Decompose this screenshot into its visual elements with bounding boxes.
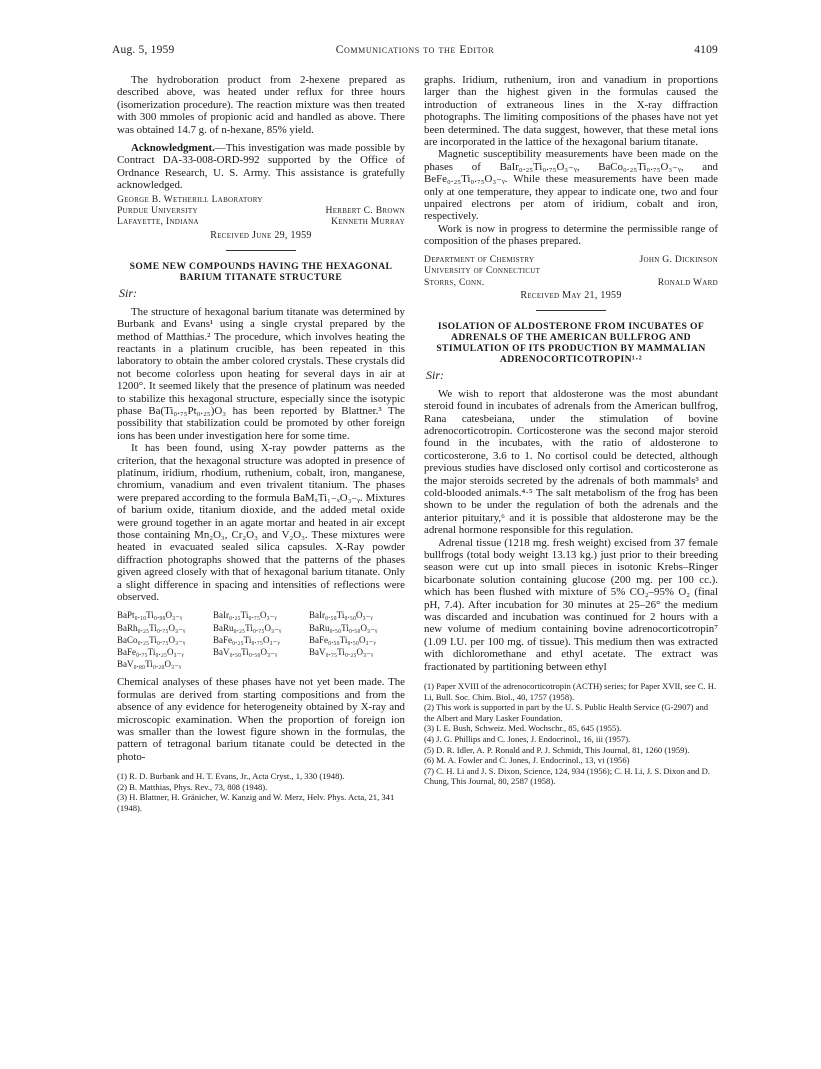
- body-paragraph: graphs. Iridium, ruthenium, iron and vanadium in proportions larger than the highest given in the formulas caused the introduction of extraneous lines in the X-ray diffraction photographs. The limiting compositions of the phases have not yet been determined. The data suggest, however, that these metal ions are incorporated in the lattice of the hexagonal barium titanate.: [424, 74, 718, 149]
- header-page-number: 4109: [694, 44, 718, 56]
- footnote-spacer: [424, 673, 718, 681]
- body-paragraph: Work is now in progress to determine the permissible range of composition of the phases prepared.: [424, 222, 718, 248]
- hexene-paragraph: The hydroboration product from 2-hexene prepared as described above, was heated under reflux for three hours (isomerization procedure). The reaction mixture was then treated with 300 mmoles of propionic acid and handled as above. There was obtained 14.7 g. of n-hexane, 85% yield.: [117, 74, 405, 136]
- formula-table: [117, 609, 405, 670]
- footnote-spacer: [117, 763, 405, 771]
- body-paragraph: We wish to report that aldosterone was the most abundant steroid found in incubates of adrenals from the American bullfrog, Rana catesbeiana, under the stimulation of bovine adrenocorticotropin. Corticosterone was the second major steroid found in the incubates, with the ratio of aldosterone to corticosterone, 3.6 to 1. No cortisol could be detected, although previous studies have disclosed only cortisol and corticosterone as the major steroids secreted by the adrenals of both mammals³ and cold-blooded animals.⁴·⁵ The salt metabolism of the frog has been shown to be under the regulation of both the adrenals and the anterior pituitary,⁶ and it is possible that aldosterone may be the adrenal hormone responsible for this regulation.: [424, 387, 718, 537]
- article-title: SOME NEW COMPOUNDS HAVING THE HEXAGONAL BARIUM TITANATE STRUCTURE: [129, 261, 393, 284]
- left-column: [117, 74, 405, 814]
- body-paragraph: Chemical analyses of these phases have not yet been made. The formulas are derived from starting compositions and from the absence of any evidence for heterogeneity obtained by X-ray and microscopic examination. When the proportion of foreign ion was smaller than the lowest figure shown in the formulas, the pattern of tetragonal barium titanate could be detected in the photo-: [117, 676, 405, 763]
- formula: BaIr₀.₂₅Ti₀.₇₅O₃₋ᵧ: [213, 610, 277, 621]
- footnote: (1) R. D. Burbank and H. T. Evans, Jr., Acta Cryst., 1, 330 (1948).: [117, 771, 345, 782]
- affiliation-row: [117, 205, 405, 216]
- formula: BaV₀.₈₀Ti₀.₂₀O₃₋ᵧ: [117, 659, 182, 670]
- article-title: ISOLATION OF ALDOSTERONE FROM INCUBATES OF ADRENALS OF THE AMERICAN BULLFROG AND STIMULATION OF ITS PRODUCTION BY MAMMALIAN ADRENOCORTICOTROPIN¹·²: [436, 321, 706, 366]
- section-divider: [536, 310, 606, 311]
- formula: BaRu₀.₅₀Ti₀.₅₀O₃₋ᵧ: [309, 622, 378, 633]
- footnotes: [424, 681, 718, 787]
- formula: BaV₀.₇₅Ti₀.₂₅O₃₋ᵧ: [309, 647, 374, 658]
- formula: [213, 658, 309, 670]
- footnote: (6) M. A. Fowler and C. Jones, J. Endocrinol., 13, vi (1956): [424, 755, 630, 766]
- formula: BaIr₀.₅₀Ti₀.₅₀O₃₋ᵧ: [309, 610, 373, 621]
- received-date: Received May 21, 1959: [520, 289, 622, 301]
- section-divider: [226, 250, 296, 251]
- affiliation-row: [424, 277, 718, 288]
- affiliation-row: [424, 254, 718, 265]
- affiliation-department: Department of Chemistry: [424, 253, 535, 265]
- formula: BaRu₀.₂₅Ti₀.₇₅O₃₋ᵧ: [213, 622, 282, 633]
- affiliation-block: [117, 194, 405, 228]
- footnote: (4) J. G. Phillips and C. Jones, J. Endocrinol., 16, iii (1957).: [424, 734, 631, 745]
- formula: BaFe₀.₅₀Ti₀.₅₀O₃₋ᵧ: [309, 634, 376, 645]
- author-dickinson: John G. Dickinson: [639, 253, 718, 265]
- salutation: Sir:: [119, 286, 137, 301]
- acknowledgment-label: Acknowledgment.: [131, 142, 215, 155]
- header-date: Aug. 5, 1959: [112, 44, 175, 56]
- header-journal: Communications to the Editor: [335, 44, 495, 56]
- body-paragraph: Magnetic susceptibility measurements have been made on the phases of BaIr₀.₂₅Ti₀.₇₅O₃₋ᵧ, BaCo₀.₂₅Ti₀.₇₅O₃₋ᵧ, and BeFe₀.₂₅Ti₀.₇₅O₃₋ᵧ. While these measurements have been made only at one temperature, they appear to indicate one, two and four unpaired electrons per atom of iridium, cobalt and iron, respectively.: [424, 148, 718, 223]
- formula: BaFe₀.₇₅Ti₀.₂₅O₃₋ᵧ: [117, 647, 184, 658]
- affiliation-lab: George B. Wetherill Laboratory: [117, 193, 263, 205]
- footnote: (2) This work is supported in part by the U. S. Public Health Service (G-2907) and the Albert and Mary Lasker Foundation.: [424, 702, 709, 723]
- body-paragraph: Adrenal tissue (1218 mg. fresh weight) excised from 37 female bullfrogs (total body weight 13.13 kg.) just prior to their breeding season were cut up into small pieces in isotonic Krebs–Ringer bicarbonate solution containing glucose (200 mg. per 100 cc.). which has been flushed with mixture of 5% CO₂–95% O₂ (final pH, 7.4). After incubation for 30 minutes at 25–26° the medium was discarded and incubation was continued for 2 hours with a new volume of medium containing bovine adrenocorticotropin⁷ (1.09 I.U. per 100 mg. of tissue). This medium then was extracted with dichloromethane and ethyl acetate. The extract was fractionated by partitioning between ethyl: [424, 536, 718, 673]
- affiliation-city: Lafayette, Indiana: [117, 216, 199, 228]
- formula: BaFe₀.₂₅Ti₀.₇₅O₃₋ᵧ: [213, 634, 280, 645]
- formula-row: [117, 622, 405, 634]
- formula: BaRh₀.₂₅Ti₀.₇₅O₃₋ᵧ: [117, 622, 186, 633]
- formula: BaPt₀.₁₀Ti₀.₉₀O₃₋ᵧ: [117, 610, 183, 621]
- footnote: (7) C. H. Li and J. S. Dixon, Science, 124, 934 (1956); C. H. Li, J. S. Dixon and D. Chung, This Journal, 80, 2587 (1958).: [424, 765, 710, 787]
- acknowledgment-text: —This investigation was made possible by Contract DA-33-008-ORD-992 supported by the Office of Ordnance Research, U. S. Army. This assistance is gratefully acknowledged.: [117, 142, 405, 192]
- formula-row: [117, 634, 405, 646]
- formula-row: [117, 646, 405, 658]
- author-brown: Herbert C. Brown: [325, 205, 405, 217]
- received-date: Received June 29, 1959: [210, 229, 312, 241]
- right-column: [424, 74, 718, 787]
- body-paragraph: It has been found, using X-ray powder patterns as the criterion, that the hexagonal structure was adopted in presence of platinum, iridium, rhodium, ruthenium, cobalt, iron, manganese, chromium, vanadium and even trivalent titanium. The phases were prepared according to the formula BaMₓTi₁₋ₓO₃₋ᵧ. Mixtures of barium oxide, titanium dioxide, and the added metal oxide were ground together in an agate mortar and heated in air except those containing Mn₂O₃, Cr₂O₃ and V₂O₃. These mixtures were heated in evacuated sealed silica capsules. X-Ray powder diffraction photographs showed that the patterns of the phases given agreed closely with that of hexagonal barium titanate. Only a slight difference in spacing and intensities of reflections were observed.: [117, 442, 405, 604]
- affiliation-university: University of Connecticut: [424, 265, 541, 277]
- formula: BaCo₀.₂₅Ti₀.₇₅O₃₋ᵧ: [117, 634, 186, 645]
- salutation: Sir:: [426, 368, 444, 383]
- formula: [309, 658, 405, 670]
- footnote: (3) H. Blattner, H. Gränicher, W. Kanzig and W. Merz, Helv. Phys. Acta, 21, 341 (1948).: [117, 792, 395, 814]
- running-header: [112, 44, 718, 58]
- affiliation-university: Purdue University: [117, 205, 198, 217]
- footnote: (3) I. E. Bush, Schweiz. Med. Wochschr., 85, 645 (1955).: [424, 723, 622, 734]
- footnote: (2) B. Matthias, Phys. Rev., 73, 808 (1948).: [117, 781, 268, 792]
- formula-row: [117, 609, 405, 621]
- affiliation-row: [117, 216, 405, 227]
- author-ward: Ronald Ward: [657, 276, 718, 288]
- footnote: (1) Paper XVIII of the adrenocorticotropin (ACTH) series; for Paper XVII, see C. H. Li, Bull. Soc. Chim. Biol., 40, 1757 (1958).: [424, 681, 717, 702]
- acknowledgment-paragraph: [117, 142, 405, 192]
- formula: BaV₀.₅₀Ti₀.₅₀O₃₋ᵧ: [213, 647, 278, 658]
- author-murray: Kenneth Murray: [331, 216, 405, 228]
- formula-row: [117, 658, 405, 670]
- affiliation-block: [424, 254, 718, 288]
- footnotes: [117, 771, 405, 813]
- body-paragraph: The structure of hexagonal barium titanate was determined by Burbank and Evans¹ using a single crystal prepared by the method of Matthias.² The procedure, which involves heating the reactants in a platinum crucible, has been repeated in this laboratory to obtain the amber colored crystals. These crystals did not become colorless upon heating for several days in air at 1200°. It seemed likely that the presence of platinum was needed to stabilize this hexagonal structure, especially since the isotypic phase Ba(Ti₀.₇₅Pt₀.₂₅)O₃ has been reported by Blattner.³ The possibility that stabilization could be promoted by other foreign ions has been under investigation here for some time.: [117, 305, 405, 442]
- affiliation-city: Storrs, Conn.: [424, 276, 485, 288]
- footnote: (5) D. R. Idler, A. P. Ronald and P. J. Schmidt, This Journal, 81, 1260 (1959).: [424, 744, 690, 755]
